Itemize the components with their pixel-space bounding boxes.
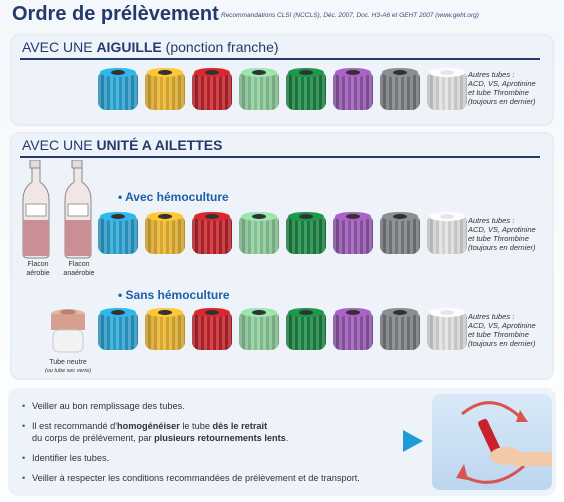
tube-cap bbox=[98, 68, 138, 112]
tube-cap bbox=[286, 68, 326, 112]
flask-label-line: Flacon bbox=[68, 261, 90, 268]
tube-cap bbox=[239, 308, 279, 352]
flask-label-line: aérobie bbox=[26, 270, 50, 277]
tube-cap bbox=[145, 68, 185, 112]
tube-cap bbox=[286, 308, 326, 352]
butterfly-panel bbox=[10, 132, 554, 380]
tip-item bbox=[22, 420, 360, 432]
note-line: Autres tubes : bbox=[468, 70, 515, 79]
tip-item bbox=[22, 452, 360, 464]
butterfly-title-plain: AVEC UNE bbox=[22, 137, 97, 153]
tip-bold: plusieurs retournements lents bbox=[154, 433, 286, 443]
tip-text: Identifier les tubes. bbox=[32, 453, 110, 463]
tip-bold: dès le retrait bbox=[212, 421, 268, 431]
neutral-tube-icon bbox=[48, 308, 88, 356]
flask-label-line: Flacon bbox=[27, 261, 49, 268]
note-line: (toujours en dernier) bbox=[468, 339, 536, 348]
tube-cap bbox=[286, 212, 326, 256]
neutral-tube-label bbox=[38, 358, 98, 367]
play-arrow-icon bbox=[403, 430, 423, 452]
tip-text: le tube bbox=[179, 421, 213, 431]
note-line: ACD, VS, Aprotinine bbox=[468, 321, 536, 330]
tip-text: Veiller au bon remplissage des tubes. bbox=[32, 401, 185, 411]
note-line: et tube Thrombine bbox=[468, 234, 529, 243]
tips-list bbox=[22, 400, 360, 492]
tube-inversion-icon bbox=[432, 394, 552, 490]
note-line: et tube Thrombine bbox=[468, 88, 529, 97]
tip-text: Il est recommandé d' bbox=[32, 421, 117, 431]
tube-cap bbox=[427, 212, 467, 256]
with-culture-other-tubes-note bbox=[468, 216, 536, 252]
tube-cap bbox=[380, 308, 420, 352]
tube-cap bbox=[98, 308, 138, 352]
tube-cap bbox=[333, 308, 373, 352]
tip-item bbox=[22, 400, 360, 412]
note-line: (toujours en dernier) bbox=[468, 97, 536, 106]
tube-cap bbox=[380, 212, 420, 256]
tube-cap bbox=[333, 212, 373, 256]
flask-label-line: anaérobie bbox=[63, 270, 95, 277]
tube-cap bbox=[145, 212, 185, 256]
butterfly-divider bbox=[20, 156, 540, 158]
anaerobic-flask-icon bbox=[65, 160, 91, 258]
without-culture-label: • Sans hémoculture bbox=[118, 288, 230, 302]
tube-cap bbox=[192, 212, 232, 256]
neutral-tube-note: (ou tube sec verre) bbox=[44, 368, 92, 374]
inversion-illustration bbox=[432, 394, 552, 490]
note-line: et tube Thrombine bbox=[468, 330, 529, 339]
butterfly-title-bold: UNITÉ A AILETTES bbox=[96, 137, 223, 153]
note-line: Autres tubes : bbox=[468, 216, 515, 225]
page-title: Ordre de prélèvement bbox=[12, 3, 219, 25]
tube-cap bbox=[427, 308, 467, 352]
note-line: (toujours en dernier) bbox=[468, 243, 536, 252]
note-line: ACD, VS, Aprotinine bbox=[468, 225, 536, 234]
page-subtitle: Recommandations CLSI (NCCLS), Déc. 2007, Doc. H3-A6 et GEHT 2007 (www.geht.org) bbox=[221, 12, 479, 19]
with-culture-label: • Avec hémoculture bbox=[118, 190, 229, 204]
tip-text: . bbox=[285, 433, 289, 443]
tube-cap bbox=[192, 308, 232, 352]
needle-other-tubes-note bbox=[468, 70, 536, 106]
tube-cap bbox=[380, 68, 420, 112]
tube-cap bbox=[192, 68, 232, 112]
tip-item bbox=[22, 472, 360, 484]
tip-text: du corps de prélèvement, par bbox=[32, 433, 155, 443]
tips-panel bbox=[8, 388, 556, 496]
tip-item-continued bbox=[22, 432, 360, 444]
needle-title-plain: AVEC UNE bbox=[22, 39, 97, 55]
needle-panel bbox=[10, 34, 554, 126]
needle-divider bbox=[20, 58, 540, 60]
flask-anaerobic-label bbox=[59, 260, 99, 278]
tip-text: Veiller à respecter les conditions recommandées de prélèvement et de transport. bbox=[32, 473, 360, 483]
tube-cap bbox=[145, 308, 185, 352]
note-line: ACD, VS, Aprotinine bbox=[468, 79, 536, 88]
tube-cap bbox=[333, 68, 373, 112]
blood-culture-flasks bbox=[20, 160, 100, 260]
note-line: Autres tubes : bbox=[468, 312, 515, 321]
tip-bold: homogénéiser bbox=[117, 421, 180, 431]
flask-aerobic-label bbox=[20, 260, 56, 278]
tube-cap bbox=[427, 68, 467, 112]
tube-cap bbox=[98, 212, 138, 256]
needle-title-suffix: (ponction franche) bbox=[161, 39, 279, 55]
needle-title-bold: AIGUILLE bbox=[96, 39, 162, 55]
needle-section-title bbox=[22, 39, 279, 55]
aerobic-flask-icon bbox=[23, 160, 49, 258]
without-culture-other-tubes-note bbox=[468, 312, 536, 348]
tube-cap bbox=[239, 68, 279, 112]
butterfly-section-title bbox=[22, 137, 222, 153]
tube-cap bbox=[239, 212, 279, 256]
neutral-tube-label-text: Tube neutre bbox=[49, 359, 87, 366]
